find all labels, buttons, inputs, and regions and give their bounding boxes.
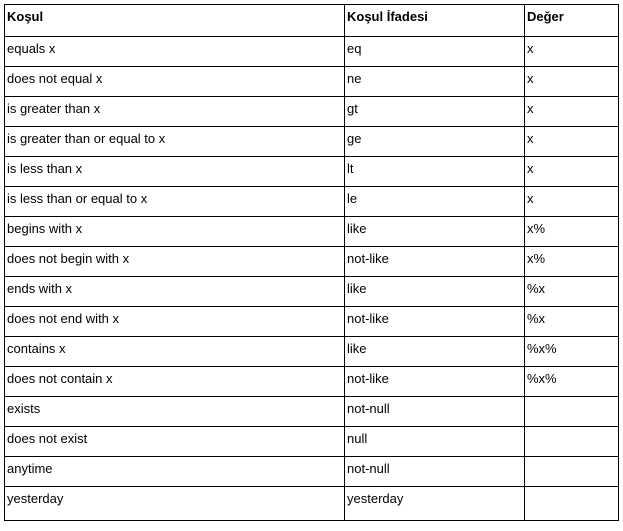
expression-cell: yesterday — [345, 487, 525, 521]
table-row — [5, 427, 619, 457]
column-header-condition-expression: Koşul İfadesi — [345, 5, 525, 37]
value-cell: x% — [525, 247, 619, 277]
table-row — [5, 397, 619, 427]
value-cell — [525, 457, 619, 487]
expression-cell: not-like — [345, 367, 525, 397]
table-row — [5, 487, 619, 521]
value-cell: %x — [525, 307, 619, 337]
table-row — [5, 247, 619, 277]
value-cell — [525, 397, 619, 427]
value-cell — [525, 427, 619, 457]
condition-cell: is less than or equal to x — [5, 187, 345, 217]
condition-table — [4, 4, 619, 521]
table-row — [5, 67, 619, 97]
condition-cell: equals x — [5, 37, 345, 67]
expression-cell: le — [345, 187, 525, 217]
value-cell: x — [525, 37, 619, 67]
condition-cell: exists — [5, 397, 345, 427]
expression-cell: like — [345, 217, 525, 247]
table-row — [5, 127, 619, 157]
table-row — [5, 277, 619, 307]
value-cell: %x — [525, 277, 619, 307]
expression-cell: gt — [345, 97, 525, 127]
condition-cell: does not begin with x — [5, 247, 345, 277]
table-row — [5, 157, 619, 187]
condition-cell: begins with x — [5, 217, 345, 247]
expression-cell: like — [345, 337, 525, 367]
value-cell: x% — [525, 217, 619, 247]
table-row — [5, 37, 619, 67]
table-row — [5, 187, 619, 217]
value-cell: x — [525, 67, 619, 97]
condition-cell: anytime — [5, 457, 345, 487]
condition-cell: does not contain x — [5, 367, 345, 397]
value-cell: %x% — [525, 337, 619, 367]
value-cell: x — [525, 97, 619, 127]
table-body — [5, 37, 619, 521]
expression-cell: lt — [345, 157, 525, 187]
condition-cell: yesterday — [5, 487, 345, 521]
table-row — [5, 337, 619, 367]
condition-cell: does not end with x — [5, 307, 345, 337]
expression-cell: not-like — [345, 307, 525, 337]
table-row — [5, 97, 619, 127]
column-header-condition: Koşul — [5, 5, 345, 37]
column-header-value: Değer — [525, 5, 619, 37]
value-cell: x — [525, 127, 619, 157]
value-cell: %x% — [525, 367, 619, 397]
condition-cell: is greater than x — [5, 97, 345, 127]
table-row — [5, 457, 619, 487]
table-row — [5, 367, 619, 397]
expression-cell: ge — [345, 127, 525, 157]
value-cell — [525, 487, 619, 521]
condition-cell: does not equal x — [5, 67, 345, 97]
condition-cell: ends with x — [5, 277, 345, 307]
condition-cell: is less than x — [5, 157, 345, 187]
expression-cell: eq — [345, 37, 525, 67]
header-row — [5, 5, 619, 37]
value-cell: x — [525, 157, 619, 187]
expression-cell: not-like — [345, 247, 525, 277]
expression-cell: null — [345, 427, 525, 457]
table-row — [5, 217, 619, 247]
condition-cell: does not exist — [5, 427, 345, 457]
expression-cell: ne — [345, 67, 525, 97]
value-cell: x — [525, 187, 619, 217]
table-row — [5, 307, 619, 337]
condition-cell: is greater than or equal to x — [5, 127, 345, 157]
condition-cell: contains x — [5, 337, 345, 367]
expression-cell: like — [345, 277, 525, 307]
expression-cell: not-null — [345, 397, 525, 427]
expression-cell: not-null — [345, 457, 525, 487]
table-header — [5, 5, 619, 37]
